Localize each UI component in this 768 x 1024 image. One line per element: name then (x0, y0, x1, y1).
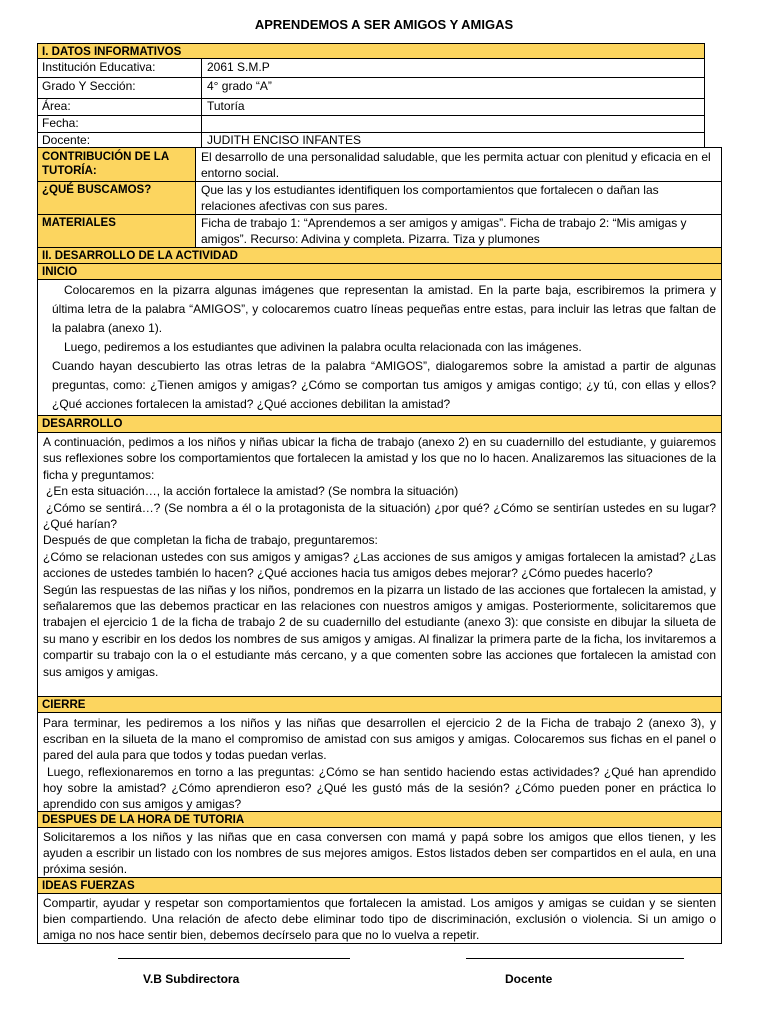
materiales-text: Ficha de trabajo 1: “Aprendemos a ser amigos y amigas”. Ficha de trabajo 2: “Mis amigas y amigos”. Recurso: Adivina y completa. Pizarra. Tiza y plumones (201, 216, 687, 246)
datos-row-institucion (38, 59, 704, 78)
desarrollo-paragraph-3: ¿Cómo se sentirá…? (Se nombra a él o la protagonista de la situación) ¿por qué? ¿Cómo se sentirían ustedes en su lugar? ¿Qué harían? (43, 500, 716, 532)
contribucion-label: CONTRIBUCIÓN DE LA TUTORÍA: (42, 151, 169, 177)
desarrollo-paragraph-6: Según las respuestas de las niñas y los niños, pondremos en la pizarra un listado de las acciones que fortalecen la amistad, y señalaremos que las debemos practicar en las relaciones con nuestros amigos y amigas. Posteriormente, solicitaremos que trabajen el ejercicio 1 de la ficha de trabajo 2 de su cuadernillo del estudiante (anexo 3): que consiste en dibujar la silueta de su mano y escribir en los dedos los nombres de sus amigos y amigas. Al finalizar la primera parte de la ficha, los invitaremos a compartir su trabajo con la o el estudiante más cercano, y a que comenten sobre las acciones que fortalecen la amistad con sus amigos y amigas. (43, 582, 716, 679)
inicio-paragraph-3: Cuando hayan descubierto las otras letras de la palabra “AMIGOS”, dialogaremos sobre la amistad a partir de algunas preguntas, como: ¿Tienen amigos y amigas? ¿Cómo se comportan tus amigos y amigas contigo; ¿y tú, con ellas y ellos? ¿Qué acciones fortalecen la amistad? ¿Qué acciones debilitan la amistad? (52, 359, 716, 411)
buscamos-label: ¿QUÉ BUSCAMOS? (42, 184, 152, 196)
grado-value: 4° grado “A” (207, 79, 272, 93)
ideas-paragraph-1: Compartir, ayudar y respetar son comportamientos que fortalecen la amistad. Los amigos y amigas se cuidan y se sienten bien compartiendo. Una relación de afecto debe eliminar todo tipo de discriminación, exclusión o violencia. Si un amigo o amiga no nos hace sentir bien, debemos decírselo para que no lo vuelva a repetir. (43, 896, 716, 942)
fecha-label: Fecha: (42, 116, 79, 130)
desarrollo-section (37, 432, 722, 697)
datos-header: I. DATOS INFORMATIVOS (37, 43, 705, 59)
grado-label: Grado Y Sección: (42, 79, 136, 93)
signature-label-subdirectora: V.B Subdirectora (143, 972, 240, 986)
desarrollo-header: DESARROLLO (37, 415, 722, 433)
page-title: APRENDEMOS A SER AMIGOS Y AMIGAS (254, 17, 514, 32)
desarrollo-paragraph-1: A continuación, pedimos a los niños y niñas ubicar la ficha de trabajo (anexo 2) en su cuadernillo del estudiante, y guiaremos sus reflexiones sobre los comportamientos que fortalecen la amistad y los que no lo hacen. Analizaremos las situaciones de la ficha y preguntamos: (43, 435, 716, 482)
ideas-section (37, 893, 722, 944)
materiales-label: MATERIALES (42, 217, 116, 229)
institucion-value: 2061 S.M.P (207, 60, 270, 74)
cierre-paragraph-1: Para terminar, les pediremos a los niños y las niñas que desarrollen el ejercicio 2 de la Ficha de trabajo 2 (anexo 3), y escriban en la silueta de la mano el compromiso de amistad con sus amigos y amigas. Colocaremos sus fichas en el panel o pared del aula para que todos y todas puedan verlas. (43, 716, 716, 763)
area-label: Área: (42, 99, 71, 113)
institucion-label: Institución Educativa: (42, 60, 156, 74)
cierre-paragraph-2: Luego, reflexionaremos en torno a las preguntas: ¿Cómo se han sentido haciendo estas actividades? ¿Qué han aprendido hoy sobre la amistad? ¿Cómo aprendieron eso? ¿Qué les gustó más de la sesión? ¿Cómo pueden poner en práctica lo aprendido con sus amigos y amigas? (43, 764, 716, 812)
datos-row-area (38, 98, 704, 116)
cierre-section (37, 712, 722, 812)
contribucion-row (38, 148, 721, 182)
despues-paragraph-1: Solicitaremos a los niños y las niñas que en casa conversen con mamá y papá sobre los amigos que ellos tienen, y les ayuden a escribir un listado con los nombres de sus mejores amigos. Estos listados deben ser compartidos en el aula, en una próxima sesión. (43, 830, 716, 876)
desarrollo-paragraph-4: Después de que completan la ficha de trabajo, preguntaremos: (43, 533, 378, 548)
datos-row-docente (38, 132, 704, 148)
area-value: Tutoría (207, 99, 245, 113)
docente-value: JUDITH ENCISO INFANTES (207, 133, 362, 147)
info-table (37, 147, 722, 248)
inicio-paragraph-1: Colocaremos en la pizarra algunas imágenes que representan la amistad. En la parte baja, escribiremos la primera y última letra de la palabra “AMIGOS”, y colocaremos cuatro líneas pequeñas entre estas, para incluir las letras que faltan de la palabra (anexo 1). (52, 283, 716, 335)
signature-label-docente: Docente (505, 972, 553, 986)
desarrollo-paragraph-5: ¿Cómo se relacionan ustedes con sus amigos y amigas? ¿Las acciones de sus amigos y amigas fortalecen la amistad? ¿Las acciones de ustedes también lo hacen? ¿Qué acciones hacia tus amigos debes mejorar? ¿Cómo puedes hacerlo? (43, 549, 716, 581)
despues-section (37, 827, 722, 878)
signature-line-subdirectora (118, 958, 350, 959)
ideas-header: IDEAS FUERZAS (37, 877, 722, 894)
desarrollo-paragraph-2: ¿En esta situación…, la acción fortalece la amistad? (Se nombra la situación) (46, 484, 459, 499)
fecha-value (203, 115, 211, 117)
datos-row-grado (38, 77, 704, 99)
datos-table (37, 58, 705, 148)
signature-line-docente (466, 958, 684, 959)
materiales-row (38, 214, 721, 248)
buscamos-text: Que las y los estudiantes identifiquen los comportamientos que fortalecen o dañan las relaciones afectivas con sus pares. (201, 183, 659, 213)
desarrollo-actividad-header: II. DESARROLLO DE LA ACTIVIDAD (37, 247, 722, 264)
despues-header: DESPUES DE LA HORA DE TUTORIA (37, 811, 722, 828)
inicio-paragraph-2: Luego, pediremos a los estudiantes que adivinen la palabra oculta relacionada con las imágenes. (64, 340, 582, 354)
inicio-section (37, 279, 722, 416)
buscamos-row (38, 181, 721, 215)
datos-row-fecha (38, 115, 704, 133)
docente-label: Docente: (42, 133, 91, 147)
contribucion-text: El desarrollo de una personalidad saludable, que les permita actuar con plenitud y eficacia en el entorno social. (201, 150, 711, 180)
cierre-header: CIERRE (37, 696, 722, 713)
inicio-header: INICIO (37, 263, 722, 280)
